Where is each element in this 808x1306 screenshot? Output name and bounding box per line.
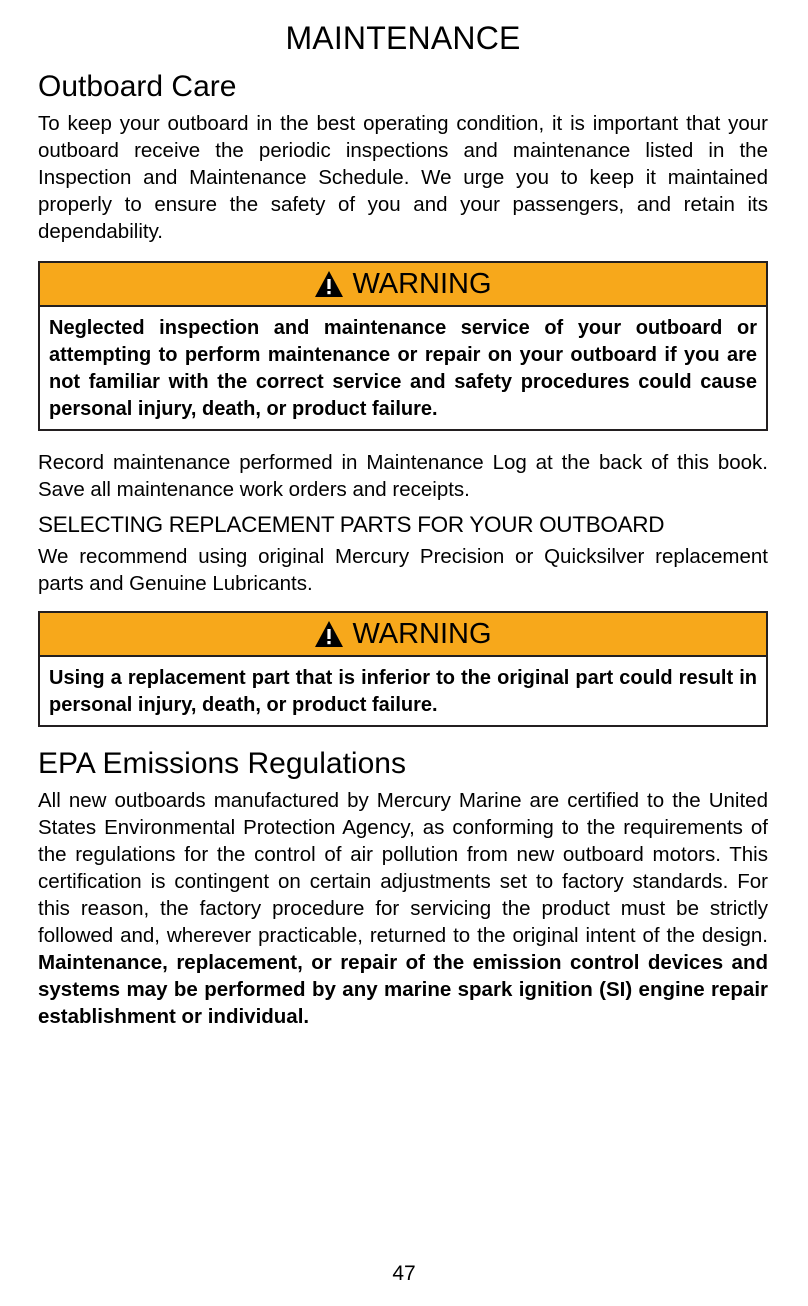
warning-title: WARNING [352, 618, 492, 650]
epa-text-bold: Maintenance, replacement, or repair of the emission control devices and systems may be performed by any marine spark ignition (SI) engine repair establishment or individual. [38, 951, 768, 1028]
replacement-parts-text: We recommend using original Mercury Precision or Quicksilver replacement parts and Genuine Lubricants. [38, 545, 768, 595]
warning-box-replacement-parts [38, 611, 768, 727]
outboard-care-heading: Outboard Care [38, 70, 237, 103]
warning-header [40, 263, 766, 307]
record-maintenance-text: Record maintenance performed in Maintenance Log at the back of this book. Save all maintenance work orders and receipts. [38, 451, 768, 501]
warning-text: Using a replacement part that is inferior to the original part could result in personal injury, death, or product failure. [49, 667, 757, 716]
document-page [38, 0, 768, 1030]
warning-text: Neglected inspection and maintenance service of your outboard or attempting to perform maintenance or repair on your outboard if you are not familiar with the correct service and safety procedures could cause personal injury, death, or product failure. [49, 317, 757, 420]
page-number: 47 [392, 1262, 416, 1285]
warning-box-maintenance [38, 261, 768, 431]
epa-text-regular: All new outboards manufactured by Mercury Marine are certified to the United States Environmental Protection Agency, as conforming to the requirements of the regulations for the control of air pollution from new outboard motors. This certification is contingent on certain adjustments set to factory standards. For this reason, the factory procedure for servicing the product must be strictly followed and, wherever practicable, returned to the original intent of the design. [38, 789, 768, 947]
warning-triangle-icon [314, 270, 344, 298]
warning-header [40, 613, 766, 657]
replacement-parts-heading: SELECTING REPLACEMENT PARTS FOR YOUR OUTBOARD [38, 512, 665, 537]
page-title: MAINTENANCE [285, 20, 521, 56]
warning-title: WARNING [352, 268, 492, 300]
epa-text [38, 787, 768, 1030]
warning-triangle-icon [314, 620, 344, 648]
epa-heading: EPA Emissions Regulations [38, 747, 406, 780]
outboard-care-intro: To keep your outboard in the best operating condition, it is important that your outboard receive the periodic inspections and maintenance listed in the Inspection and Maintenance Schedule. We urge you to keep it maintained properly to ensure the safety of you and your passengers, and retain its dependability. [38, 112, 768, 243]
